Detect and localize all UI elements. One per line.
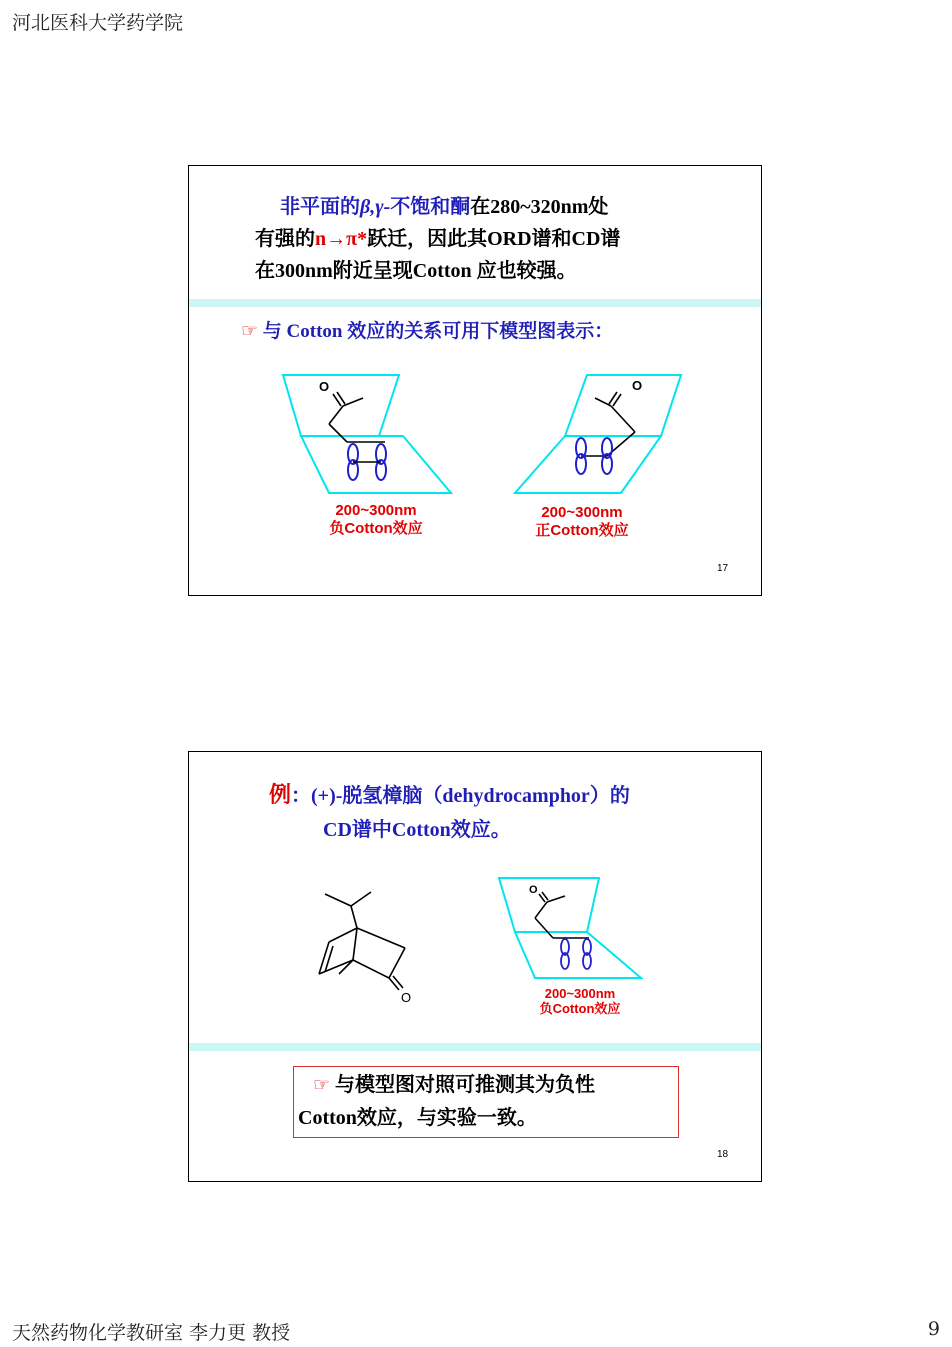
slide-number: 17: [717, 563, 729, 574]
dehydrocamphor-structure: [319, 892, 405, 990]
slide18-title: 例：(+)-脱氢樟脑（dehydrocamphor）的 CD谱中Cotton效应。: [269, 778, 729, 847]
cyan-planes-right: [515, 375, 681, 493]
wavelength-range-text: 在280~320nm处: [470, 196, 609, 218]
pointing-hand-icon: ☞: [313, 1075, 331, 1096]
octant-model-left: [189, 166, 763, 597]
divider-bar: [189, 1043, 761, 1051]
example-label: 例: [269, 782, 292, 807]
ketone-chain-left: [329, 392, 385, 442]
positive-cotton-label: 200~300nm 正Cotton效应: [535, 504, 629, 539]
pointing-hand-icon: ☞: [241, 321, 259, 342]
nonplanar-text: 非平面的: [280, 196, 360, 218]
beta-gamma-text: β,γ-: [360, 196, 391, 218]
oxygen-label-small: O: [529, 884, 538, 896]
document-header: 河北医科大学药学院: [12, 12, 184, 34]
oxygen-label-right: O: [632, 378, 643, 393]
cotton-text: 在300nm附近呈现Cotton 应也较强。: [255, 260, 577, 282]
slide-17: [188, 165, 762, 596]
p-orbitals-small: [561, 939, 591, 969]
transition-text: n→π*: [315, 228, 368, 250]
negative-cotton-label-small: 200~300nm 负Cotton效应: [539, 986, 621, 1016]
conclusion-box: ☞ 与模型图对照可推测其为负性 Cotton效应，与实验一致。: [293, 1066, 679, 1138]
negative-cotton-label: 200~300nm 负Cotton效应: [329, 502, 423, 537]
document-footer: 天然药物化学教研室 李力更 教授: [12, 1322, 291, 1344]
slide-number: 18: [717, 1149, 729, 1160]
dehydrocamphor-text: (+)-脱氢樟脑（dehydrocamphor）的: [311, 785, 630, 807]
ord-cd-text: 跃迁，因此其ORD谱和CD谱: [367, 228, 621, 250]
oxygen-label-left: O: [319, 379, 330, 394]
ketone-chain-right: [581, 392, 635, 456]
slide17-subtitle: ☞ 与 Cotton 效应的关系可用下模型图表示：: [241, 321, 614, 342]
page-number: 9: [927, 1318, 940, 1340]
strong-text: 有强的: [255, 228, 315, 250]
unsaturated-ketone-text: 不饱和酮: [390, 196, 471, 218]
cd-cotton-text: CD谱中Cotton效应。: [323, 819, 511, 841]
cyan-planes-left: [283, 375, 451, 493]
slide-18: [188, 751, 762, 1182]
cyan-planes-small: [499, 878, 641, 978]
oxygen-label-camphor: O: [401, 990, 412, 1005]
p-orbitals-left: [348, 444, 386, 480]
